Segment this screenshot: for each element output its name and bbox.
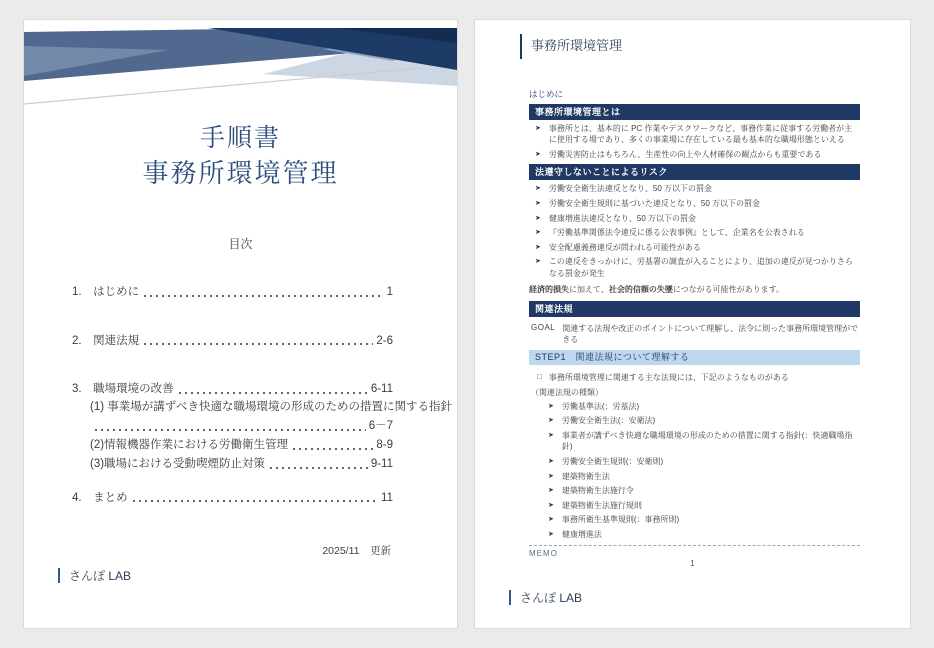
toc-page: 8-9: [376, 438, 393, 451]
list-item-text: 事務所衛生基準規則(：事務所則): [561, 515, 680, 525]
toc-label: (2)情報機器作業における労働衛生管理: [90, 438, 289, 451]
list-item-text: 健康増進法: [561, 529, 602, 539]
laws-intro: （関連法規の種類）: [531, 387, 603, 397]
list-item: [535, 149, 860, 161]
section1-bullets: [529, 123, 860, 161]
list-item-text: 労働災害防止はもちろん、生産性の向上や人材確保の観点からも重要である: [548, 149, 822, 159]
toc-heading: 目次: [228, 236, 253, 251]
arrow-bullet-icon: ➤: [535, 185, 541, 193]
arrow-bullet-icon: ➤: [548, 417, 554, 425]
goal-label: GOAL: [531, 322, 556, 332]
list-item-text: 健康増進法違反となり、50 万以下の罰金: [548, 213, 696, 223]
toc-page: 9-11: [370, 457, 393, 470]
toc-row-3: [72, 381, 393, 399]
list-item-text: この違反をきっかけに、労基署の調査が入ることにより、追加の違反が見つかりさらなる罰金が発生: [548, 257, 853, 279]
list-item: [548, 401, 860, 413]
arrow-bullet-icon: ➤: [535, 150, 541, 158]
list-item: [548, 430, 860, 453]
check-text: 事務所環境管理に関連する主な法規には、下記のようなものがある: [548, 372, 789, 382]
list-item: [535, 123, 860, 146]
toc-page: 2-6: [376, 334, 393, 347]
brand-name: さんぽ LAB: [69, 569, 132, 583]
list-item: [548, 514, 860, 526]
list-item-text: 建築物衛生法: [561, 471, 610, 481]
arrow-bullet-icon: ➤: [535, 214, 541, 222]
risk-note-bold1: 経済的損失: [529, 284, 569, 294]
list-item-text: 建築物衛生法施行規則: [561, 500, 642, 510]
list-item: [548, 529, 860, 541]
list-item-text: 事務所とは、基本的に PC 作業やデスクワークなど、事務作業に従事する労働者が主に使用する場であり、多くの事業場に存在している最も基本的な職場形態といえる: [548, 123, 853, 145]
list-item-text: 『労働基準関係法令違反に係る公表事例』として、企業名を公表される: [548, 228, 805, 238]
list-item-text: 労働安全衛生法違反となり、50 万以下の罰金: [548, 184, 712, 194]
content-page: [474, 19, 911, 629]
arrow-bullet-icon: ➤: [548, 487, 554, 495]
arrow-bullet-icon: ➤: [535, 229, 541, 237]
list-item-text: 労働安全衛生規則に基づいた違反となり、50 万以下の罰金: [548, 199, 760, 209]
list-item: [535, 242, 860, 254]
list-item: [535, 213, 860, 225]
updated-date: 2025/11 更新: [322, 545, 391, 558]
toc-row-3-3: [72, 456, 393, 474]
list-item-text: 労働安全衛生規則(：安衛則): [561, 457, 664, 466]
toc-dot-leader: [142, 290, 384, 302]
toc-page: 6-11: [370, 383, 393, 396]
cover-page: [23, 19, 458, 629]
toc-dot-leader: [177, 387, 368, 399]
toc-label: 2. 関連法規: [72, 334, 140, 347]
list-item: [548, 485, 860, 497]
toc-label: 1. はじめに: [72, 285, 140, 298]
arrow-bullet-icon: ➤: [548, 402, 554, 410]
cover-title-line1: 手順書: [199, 124, 281, 152]
arrow-bullet-icon: ➤: [535, 243, 541, 251]
list-item-text: 建築物衛生法施行令: [561, 486, 634, 496]
list-item-text: 事業者が講ずべき快適な職場環境の形成のための措置に関する指針(：快適職場指針): [561, 430, 853, 452]
brand-footer: [509, 589, 582, 606]
arrow-bullet-icon: ➤: [548, 458, 554, 465]
arrow-bullet-icon: ➤: [548, 530, 554, 538]
laws-list: [529, 401, 860, 541]
cover-title-line2: 事務所環境管理: [142, 157, 339, 188]
memo-label: MEMO: [529, 548, 558, 558]
brand-accent-bar: [509, 590, 511, 605]
list-item: [535, 227, 860, 239]
step1-heading: STEP1 関連法規について理解する: [529, 350, 860, 365]
heading-related-laws: 関連法規: [529, 301, 860, 317]
list-item: [535, 256, 860, 279]
memo-separator: [529, 545, 860, 546]
toc-page: 11: [381, 491, 393, 504]
heading-risks: 法遵守しないことによるリスク: [529, 164, 860, 180]
list-item: [548, 471, 860, 483]
arrow-bullet-icon: ➤: [535, 258, 541, 266]
toc-page: 1: [386, 285, 393, 298]
arrow-bullet-icon: ➤: [548, 516, 554, 524]
cover-banner-graphic: [24, 28, 457, 108]
list-item: [535, 198, 860, 210]
brand-accent-bar: [58, 568, 60, 583]
list-item: [535, 183, 860, 195]
list-item-text: 労働基準法(：労基法): [561, 401, 640, 411]
section-label-intro: はじめに: [529, 88, 564, 99]
check-line: [537, 372, 860, 383]
heading-what-is: 事務所環境管理とは: [529, 104, 860, 120]
checkbox-icon: □: [537, 371, 542, 381]
goal-text: 関連する法規や改正のポイントについて理解し、法令に則った事務所環境管理ができる: [562, 323, 859, 344]
list-item: [548, 415, 860, 427]
toc-label: 4. まとめ: [72, 491, 128, 504]
arrow-bullet-icon: ➤: [535, 124, 541, 132]
toc-page: 6－7: [368, 420, 393, 433]
toc-dot-leader: [131, 495, 378, 507]
page-title: 事務所環境管理: [520, 34, 860, 59]
arrow-bullet-icon: ➤: [548, 472, 554, 480]
toc-dot-leader: [268, 462, 368, 474]
toc-row-2: [72, 333, 393, 351]
toc-label: 3. 職場環境の改善: [72, 383, 174, 396]
toc-row-3-1-page: [72, 418, 393, 436]
section2-bullets: [529, 183, 860, 279]
list-item: [548, 456, 860, 468]
toc-dot-leader: [93, 424, 366, 436]
table-of-contents: [24, 284, 457, 508]
risk-note: [529, 284, 860, 295]
toc-row-3-2: [72, 437, 393, 455]
arrow-bullet-icon: ➤: [535, 200, 541, 208]
toc-dot-leader: [142, 338, 373, 350]
toc-row-1: [72, 284, 393, 302]
risk-note-mid: に加えて、: [569, 284, 609, 294]
toc-label: (3)職場における受動喫煙防止対策: [90, 457, 266, 470]
cover-title: [24, 122, 457, 191]
toc-label: (1) 事業場が講ずべき快適な職場環境の形成のための措置に関する指針: [90, 401, 453, 414]
brand-name: さんぽ LAB: [520, 591, 583, 605]
brand-footer: [58, 567, 131, 584]
list-item-text: 労働安全衛生法(：安衛法): [561, 416, 656, 426]
toc-row-3-1: [72, 399, 453, 417]
arrow-bullet-icon: ➤: [548, 431, 554, 439]
list-item-text: 安全配慮義務違反が問われる可能性がある: [548, 242, 701, 252]
toc-dot-leader: [291, 443, 373, 455]
risk-note-bold2: 社会的信頼の失墜: [608, 284, 673, 294]
toc-row-4: [72, 490, 393, 508]
list-item: [548, 500, 860, 512]
goal-line: [531, 323, 860, 345]
arrow-bullet-icon: ➤: [548, 501, 554, 509]
page-number: 1: [690, 559, 695, 568]
risk-note-end: につながる可能性があります。: [672, 284, 785, 294]
